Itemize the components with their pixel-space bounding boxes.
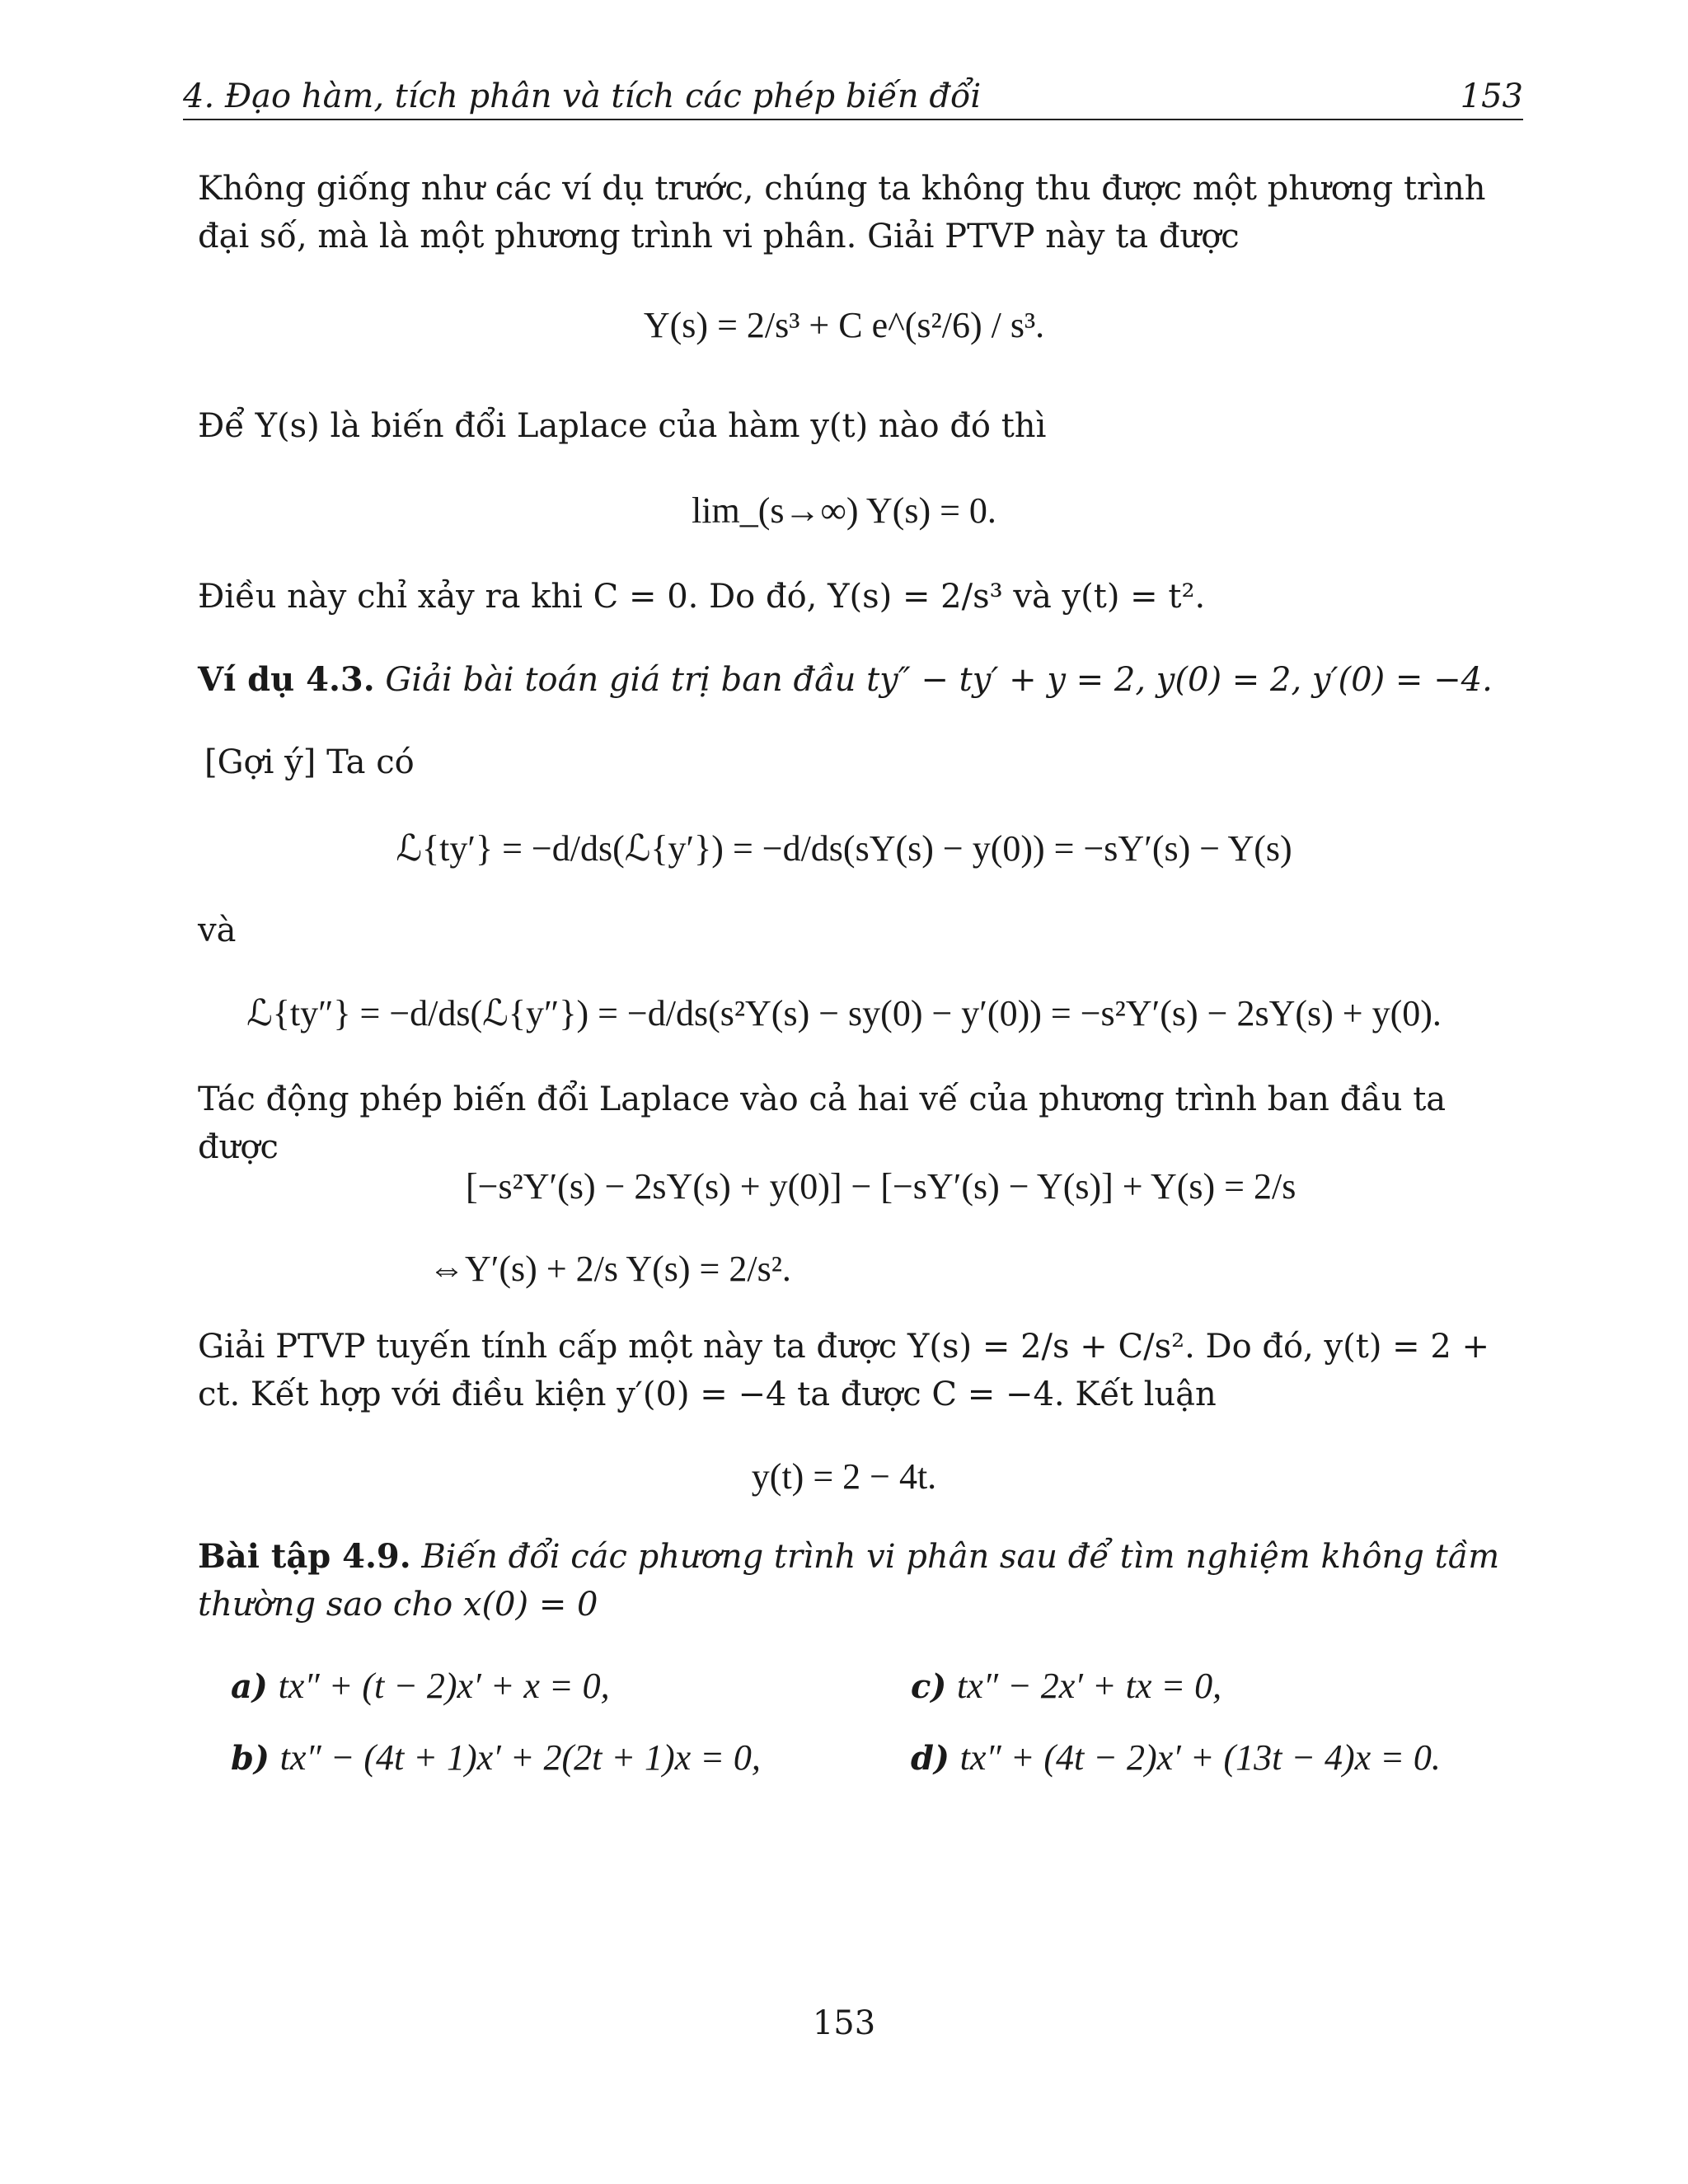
exercise-4-9: [198, 1533, 1523, 1629]
exercise-item-c: [911, 1663, 1221, 1710]
paragraph-conclusion-C0: Điều này chỉ xảy ra khi C = 0. Do đó, Y(s) = 2/s³ và y(t) = t².: [198, 578, 1206, 616]
equation-Y-solution: Y(s) = 2/s³ + C e^(s²/6) / s³.: [643, 305, 1045, 345]
item-equation: tx″ − 2x′ + tx = 0,: [957, 1666, 1222, 1706]
paragraph-laplace-condition: Để Y(s) là biến đổi Laplace của hàm y(t) nào đó thì: [198, 407, 1047, 445]
header-page-number: 153: [1460, 77, 1523, 115]
equation-transformed-2: ⇔Y′(s) + 2/s Y(s) = 2/s².: [429, 1249, 791, 1289]
item-equation: tx″ + (t − 2)x′ + x = 0,: [278, 1666, 610, 1706]
exercise-label: Bài tập 4.9.: [198, 1537, 411, 1576]
item-label: a): [231, 1667, 268, 1706]
equation-final-answer: y(t) = 2 − 4t.: [751, 1456, 937, 1497]
equation-limit: lim_(s→∞) Y(s) = 0.: [692, 490, 996, 531]
exercise-text: Biến đổi các phương trình vi phân sau để tìm nghiệm không tầm thường sao cho x(0) = 0: [198, 1538, 1500, 1624]
item-equation: tx″ − (4t + 1)x′ + 2(2t + 1)x = 0,: [279, 1737, 761, 1778]
equation-transformed-1: [−s²Y′(s) − 2sY(s) + y(0)] − [−sY′(s) − Y(s)] + Y(s) = 2/s: [466, 1166, 1296, 1207]
item-label: b): [231, 1739, 270, 1778]
example-label: Ví dụ 4.3.: [198, 660, 375, 699]
running-header: [183, 76, 1523, 120]
item-label: c): [911, 1667, 947, 1706]
equation-laplace-ty-prime: ℒ{ty′} = −d/ds(ℒ{y′}) = −d/ds(sY(s) − y(0)) = −sY′(s) − Y(s): [396, 828, 1292, 869]
example-4-3: [198, 656, 1523, 704]
item-label: d): [911, 1739, 950, 1778]
exercise-item-a: [231, 1663, 610, 1710]
word-and: và: [198, 912, 237, 949]
hint-text: [Gợi ý] Ta có: [204, 743, 415, 781]
exercise-item-d: [911, 1735, 1441, 1782]
chapter-title: 4. Đạo hàm, tích phân và tích các phép biến đổi: [183, 77, 982, 115]
equation-laplace-ty-double-prime: ℒ{ty″} = −d/ds(ℒ{y″}) = −d/ds(s²Y(s) − sy(0) − y′(0)) = −s²Y′(s) − 2sY(s) + y(0).: [246, 993, 1442, 1033]
example-text: Giải bài toán giá trị ban đầu ty″ − ty′ + y = 2, y(0) = 2, y′(0) = −4.: [385, 661, 1493, 699]
item-equation: tx″ + (4t − 2)x′ + (13t − 4)x = 0.: [959, 1737, 1441, 1778]
paragraph-solve-linear: Giải PTVP tuyến tính cấp một này ta được Y(s) = 2/s + C/s². Do đó, y(t) = 2 + ct. Kết hợp với điều kiện y′(0) = −4 ta được C = −4. Kết luận: [198, 1328, 1490, 1413]
paragraph-intro: Không giống như các ví dụ trước, chúng ta không thu được một phương trình đại số, mà là một phương trình vi phân. Giải PTVP này ta được: [198, 170, 1486, 255]
paragraph-apply-laplace: Tác động phép biến đổi Laplace vào cả hai vế của phương trình ban đầu ta được: [198, 1080, 1447, 1166]
footer-page-number: 153: [812, 2004, 876, 2042]
exercise-item-b: [231, 1735, 761, 1782]
